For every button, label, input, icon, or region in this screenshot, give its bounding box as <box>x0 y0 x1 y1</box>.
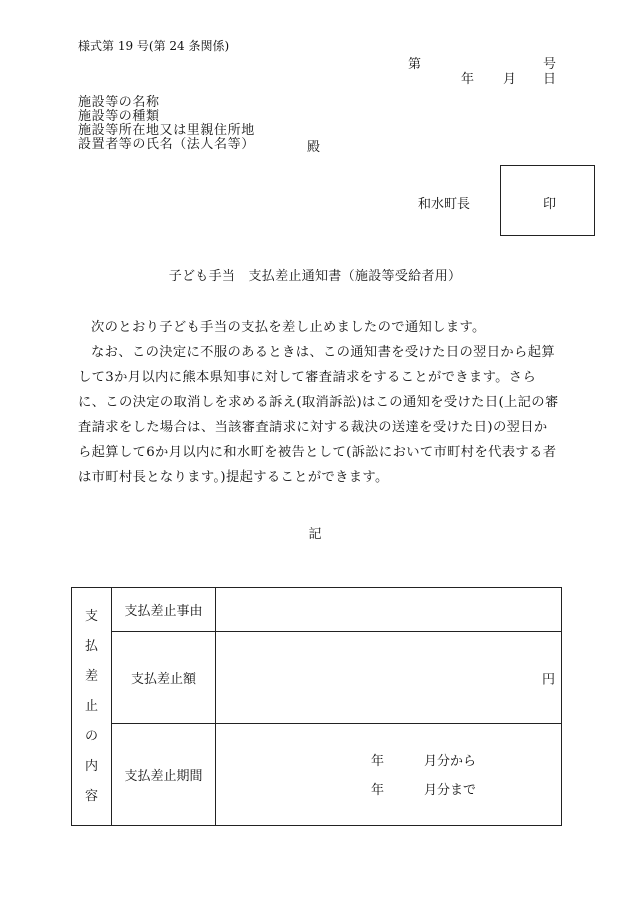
honorific: 殿 <box>307 140 321 155</box>
group-label-char: 容 <box>84 788 98 804</box>
suspension-details-table <box>71 587 562 826</box>
period-from-month: 月分から <box>424 754 477 769</box>
period-label: 支払差止期間 <box>112 724 216 826</box>
reason-field[interactable] <box>216 588 562 632</box>
period-to-year: 年 <box>371 783 385 798</box>
period-field[interactable] <box>216 724 562 826</box>
group-label-char: の <box>84 728 98 744</box>
group-label-char: 払 <box>84 638 98 654</box>
amount-field[interactable] <box>216 632 562 724</box>
document-title: 子ども手当 支払差止通知書（施設等受給者用） <box>168 269 462 284</box>
date-day-label: 日 <box>543 72 557 87</box>
date-year-label: 年 <box>461 72 475 87</box>
group-label-vertical <box>72 588 112 826</box>
issuer-name: 和水町長 <box>418 197 471 212</box>
group-label-char: 内 <box>84 758 98 774</box>
period-from-year: 年 <box>371 754 385 769</box>
document-number-prefix: 第 <box>408 57 422 72</box>
group-label-char: 支 <box>84 608 98 624</box>
notice-paragraph: 次のとおり子ども手当の支払を差し止めましたので通知します。 <box>91 320 486 335</box>
addressee-block <box>78 96 255 152</box>
form-number: 様式第 19 号(第 24 条関係) <box>78 39 230 53</box>
facility-address-label: 施設等所在地又は里親住所地 <box>78 123 255 138</box>
date-month-label: 月 <box>503 72 517 87</box>
group-label-char: 止 <box>84 698 98 714</box>
group-label-char: 差 <box>84 668 98 684</box>
facility-name-label: 施設等の名称 <box>78 95 160 110</box>
period-to-month: 月分まで <box>424 783 477 798</box>
facility-type-label: 施設等の種類 <box>78 109 160 124</box>
notice-body <box>78 315 560 490</box>
ki-heading: 記 <box>308 527 322 542</box>
seal-label: 印 <box>543 197 557 212</box>
appeal-paragraph: なお、この決定に不服のあるときは、この通知書を受けた日の翌日から起算して3か月以内に熊本県知事に対して審査請求をすることができます。さらに、この決定の取消しを求める訴え(取消訴訟)はこの通知を受けた日(上記の審査請求をした場合は、当該審査請求に対する裁決の送達を受けた日)の翌日から起算して6か月以内に和水町を被告として(訴訟において市町村を代表する者は市町村長となります。)提起することができます。 <box>78 345 559 485</box>
operator-name-label: 設置者等の氏名（法人名等） <box>78 137 255 152</box>
reason-label: 支払差止事由 <box>112 588 216 632</box>
amount-label: 支払差止額 <box>112 632 216 724</box>
amount-unit: 円 <box>541 672 555 687</box>
document-number-suffix: 号 <box>543 57 557 72</box>
